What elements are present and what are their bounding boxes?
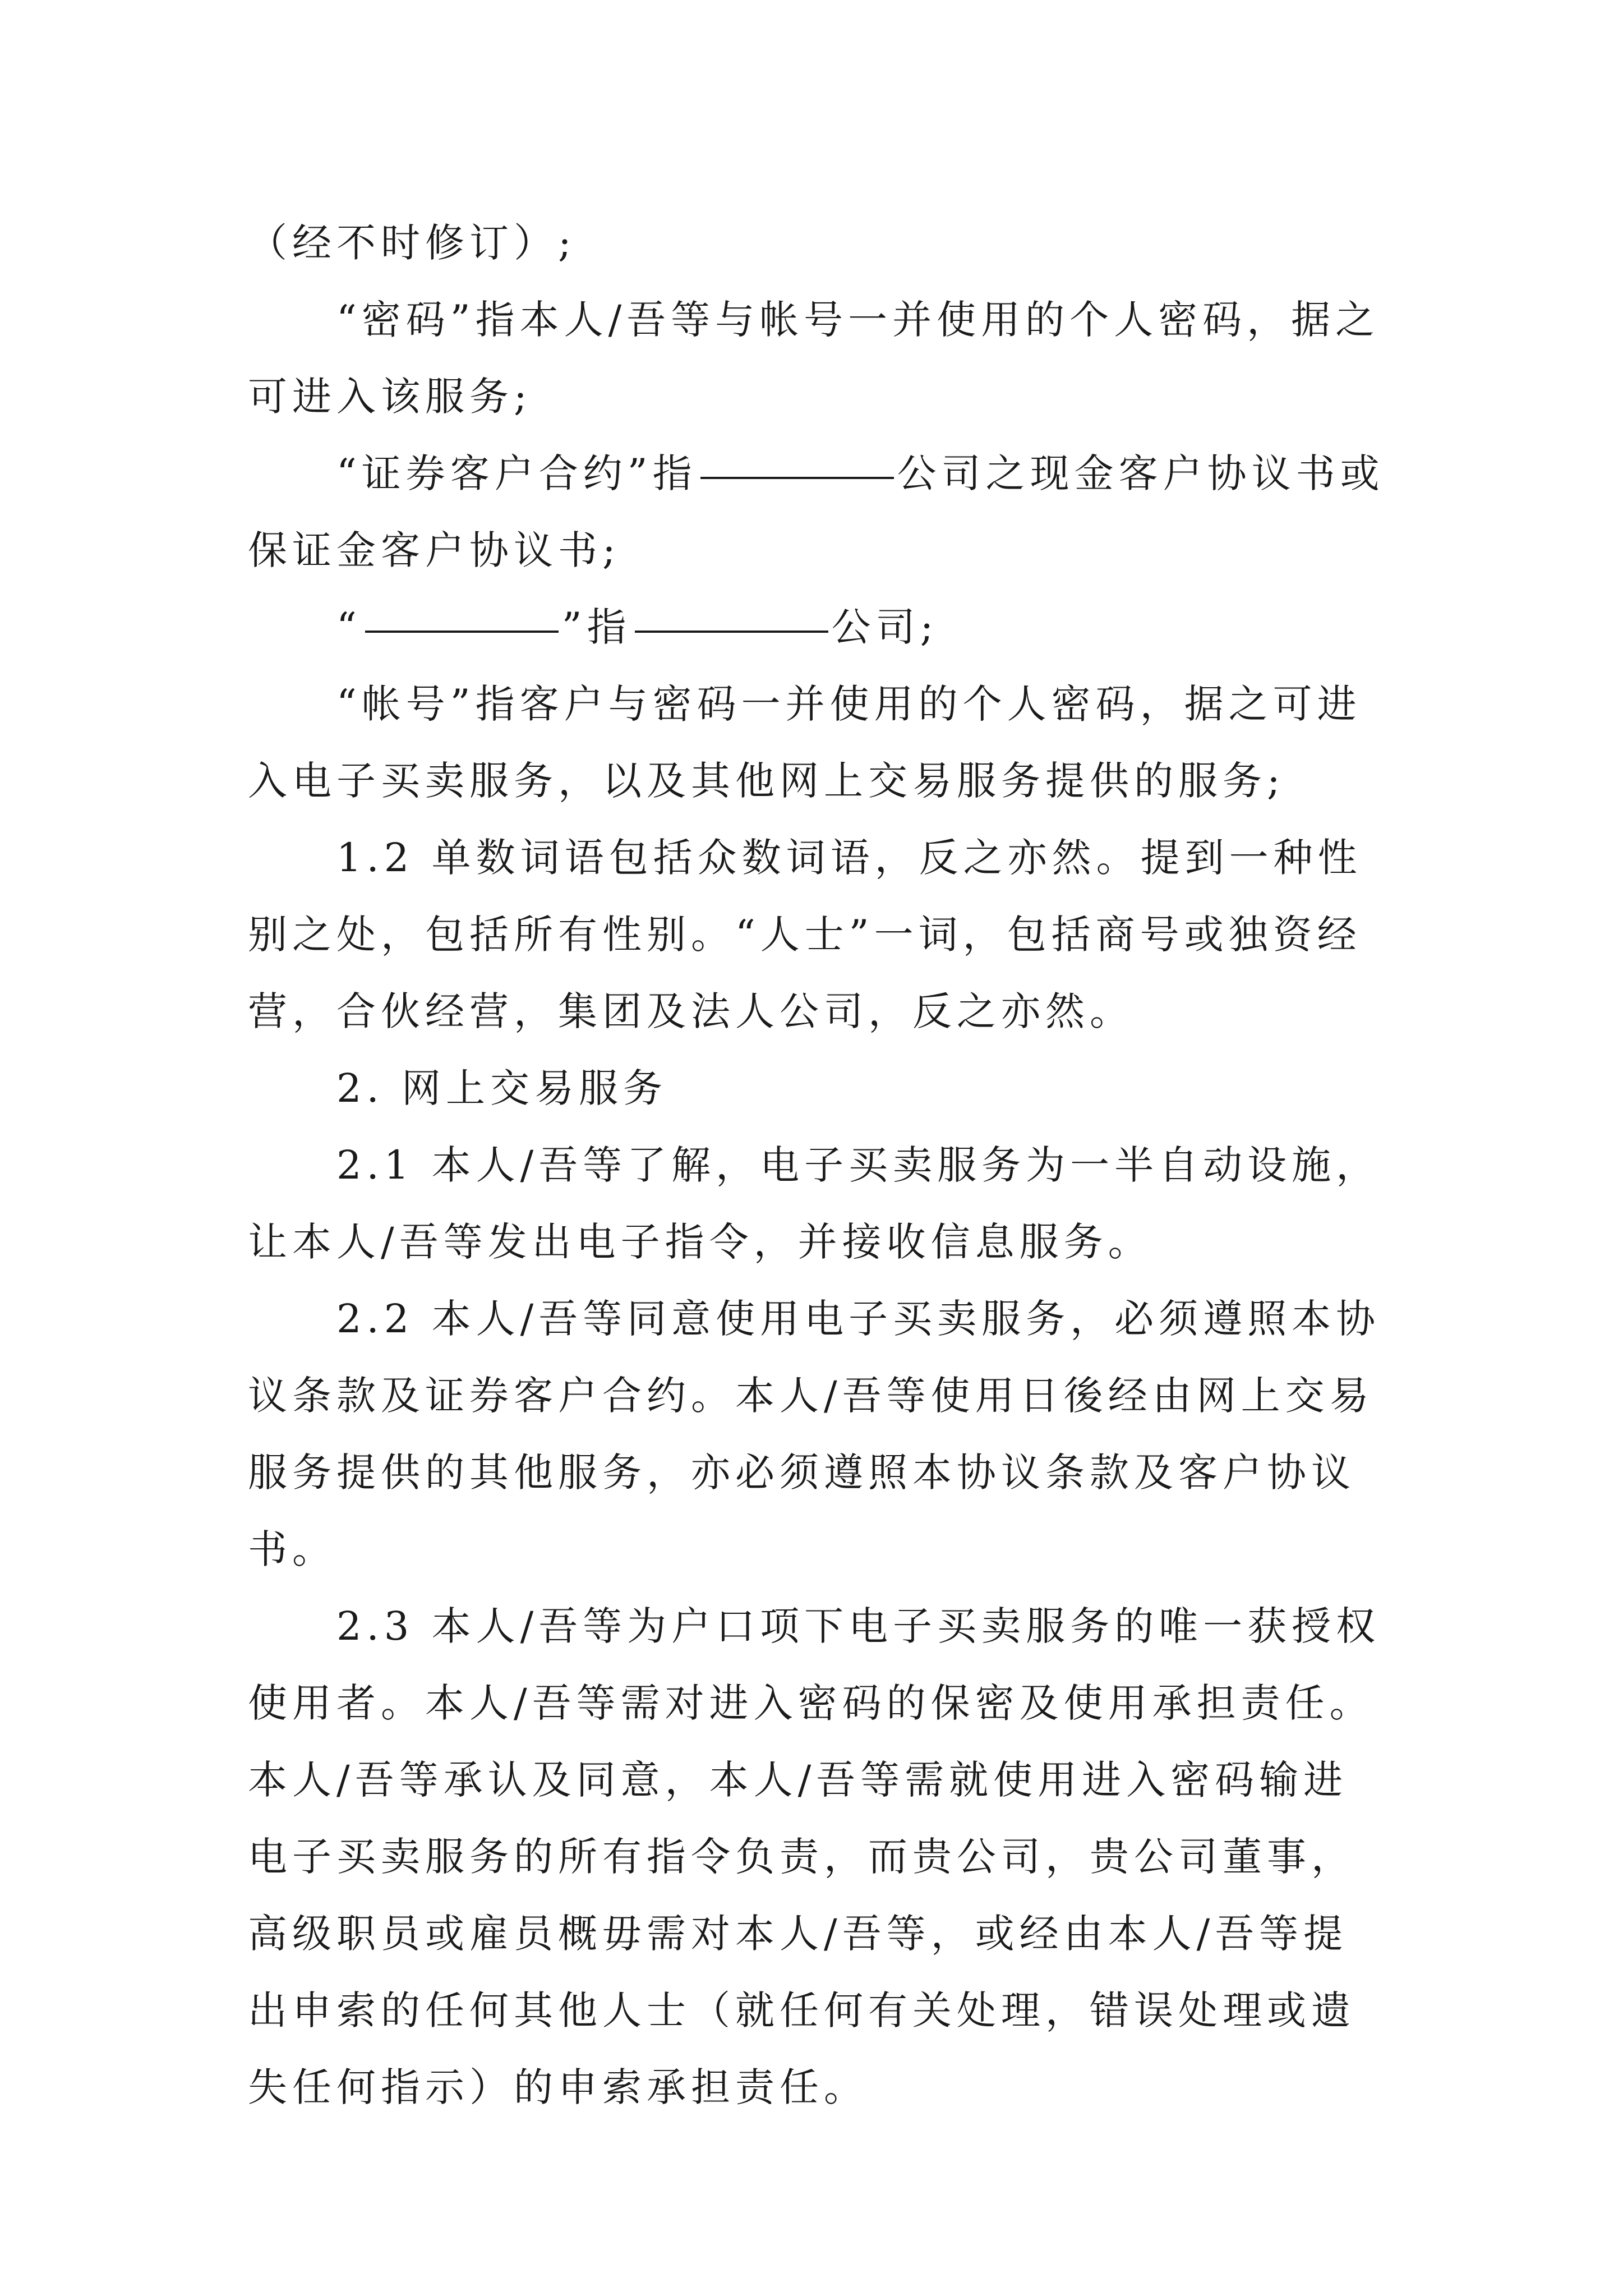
paragraph-clause-2-1: [248, 1127, 1392, 1281]
text-segment: “帐号”指客户与密码一并使用的个人密码，据之可进入电子买卖服务，以及其他网上交易服务提供的服务;: [248, 681, 1362, 804]
text-segment: “证券客户合约”指: [336, 450, 697, 496]
text-segment: 2. 网上交易服务: [336, 1065, 668, 1111]
text-segment: 公司之现金客户协议书或保证金客户协议书;: [248, 450, 1385, 573]
text-segment: “密码”指本人/吾等与帐号一并使用的个人密码，据之可进入该服务;: [248, 297, 1380, 420]
text-segment: 2.3 本人/吾等为户口项下电子买卖服务的唯一获授权使用者。本人/吾等需对进入密码的保密及使用承担责任。本人/吾等承认及同意，本人/吾等需就使用进入密码输进电子买卖服务的所有指令负责，而贵公司，贵公司董事，高级职员或雇员概毋需对本人/吾等，或经由本人/吾等提出申索的任何其他人士（就任何有关处理，错误处理或遗失任何指示）的申索承担责任。: [248, 1603, 1381, 2110]
blank-line: [365, 591, 559, 633]
paragraph-clause-1-2: [248, 820, 1392, 1050]
paragraph-clause-2-2: [248, 1281, 1392, 1588]
paragraph-amended-note: [248, 205, 1392, 282]
text-segment: ”指: [561, 604, 631, 650]
paragraph-securities-contract-definition: [248, 435, 1392, 589]
text-segment: 2.2 本人/吾等同意使用电子买卖服务，必须遵照本协议条款及证券客户合约。本人/吾等使用日後经由网上交易服务提供的其他服务，亦必须遵照本协议条款及客户协议书。: [248, 1296, 1381, 1572]
paragraph-password-definition: [248, 282, 1392, 435]
paragraph-clause-2-3: [248, 1588, 1392, 2126]
blank-line: [635, 591, 828, 633]
blank-line: [700, 438, 894, 479]
document-body: [248, 205, 1392, 2126]
text-segment: 1.2 单数词语包括众数词语，反之亦然。提到一种性别之处，包括所有性别。“人士”一词，包括商号或独资经营，合伙经营，集团及法人公司，反之亦然。: [248, 835, 1362, 1034]
paragraph-company-definition: [248, 589, 1392, 666]
paragraph-account-definition: [248, 666, 1392, 820]
text-segment: 2.1 本人/吾等了解，电子买卖服务为一半自动设施，让本人/吾等发出电子指令，并接收信息服务。: [248, 1142, 1381, 1265]
section-heading-online-trading: [248, 1050, 1392, 1127]
text-segment: “: [336, 604, 362, 650]
text-segment: 公司;: [831, 604, 939, 650]
text-segment: （经不时修订）;: [248, 220, 577, 266]
